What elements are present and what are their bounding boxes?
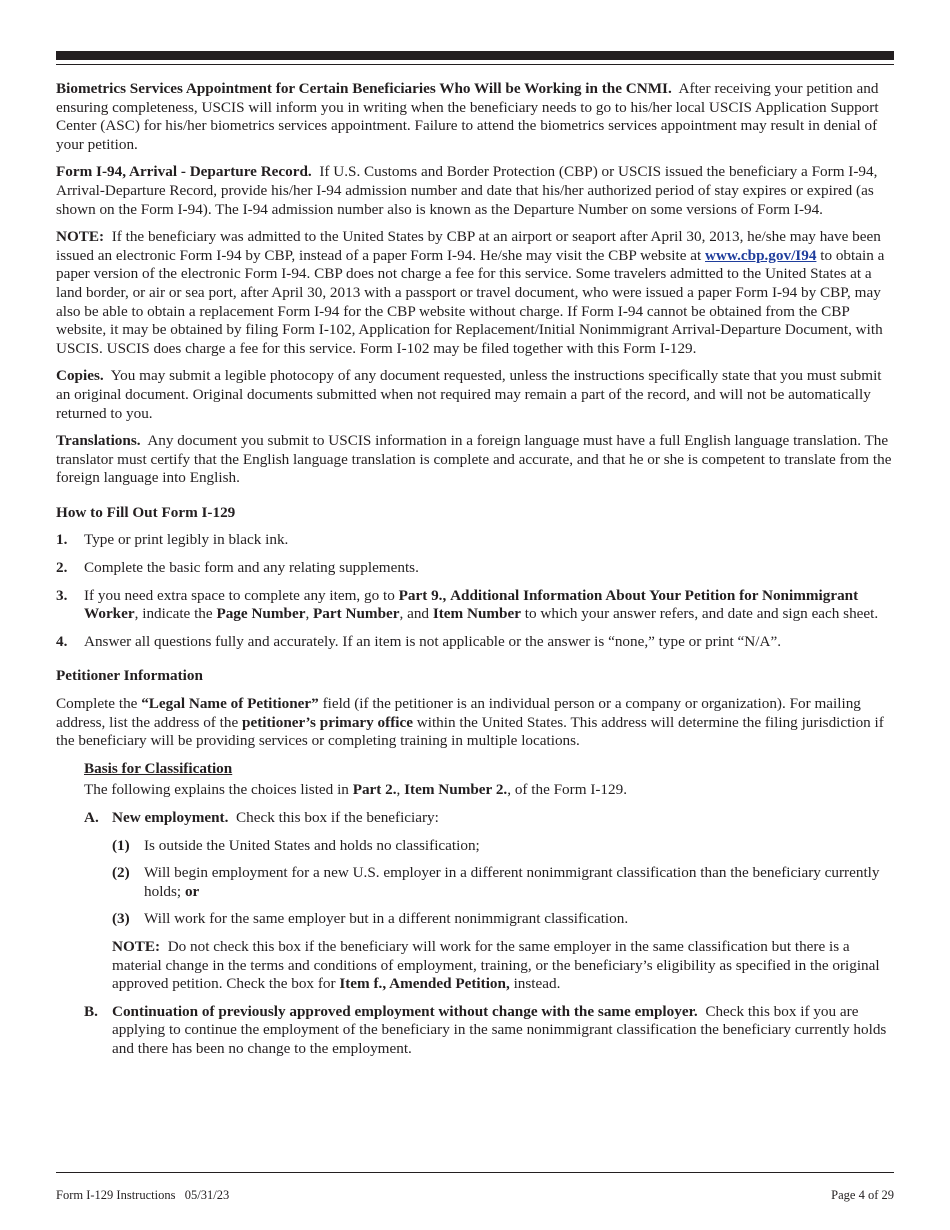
footer-form-id: Form I-129 Instructions 05/31/23 — [56, 1188, 230, 1202]
part-title: Additional Information About Your Petition for Nonimmigrant Worker — [84, 586, 859, 623]
basis-heading: Basis for Classification — [84, 759, 233, 777]
page-number-term: Page Number — [216, 605, 306, 623]
item-text: , indicate the — [134, 605, 213, 623]
primary-office-term: petitioner’s primary office — [242, 713, 413, 731]
sub-text: Will work for the same employer but in a different nonimmigrant classification. — [144, 910, 629, 928]
list-item — [112, 910, 896, 929]
i94-text: If U.S. Customs and Border Protection (CBP) or USCIS issued the beneficiary a Form I-94, Arrival-Departure Record, provide his/her I-94 admission number and date that his/her authorized period of stay expires or expired (as shown on the Form I-94). The I-94 admission number also is known as the Departure Number on some versions of Form I-94. — [56, 163, 878, 218]
basis-intro-text: , of the Form I-129. — [507, 781, 628, 799]
item-text: Type or print legibly in black ink. — [84, 531, 289, 549]
how-to-heading: How to Fill Out Form I-129 — [56, 503, 236, 521]
item-text: , and — [399, 605, 430, 623]
item-number: 1. — [56, 531, 68, 549]
item-text: Complete the basic form and any relating supplements. — [84, 559, 419, 577]
choice-letter: B. — [84, 1002, 98, 1020]
item-number: 2. — [56, 559, 68, 577]
petitioner-paragraph — [56, 695, 896, 751]
item-text: to which your answer refers, and date and sign each sheet. — [524, 605, 879, 623]
note-amended-paragraph — [112, 938, 896, 994]
i94-paragraph — [56, 163, 896, 219]
translations-text: Any document you submit to USCIS information in a foreign language must have a full English language translation. The translator must certify that the English language translation is complete and accurate, and that he or she is competent to translate from the foreign language into English. — [56, 432, 892, 487]
choice-text: Check this box if the beneficiary: — [236, 809, 439, 826]
petitioner-text: within the United States. This address will determine the filing jurisdiction if the beneficiary will be providing services or completing training in multiple locations. — [56, 713, 884, 750]
header-rule-thick — [56, 51, 894, 60]
part-reference: Part 2. — [352, 781, 397, 799]
sub-number: (3) — [112, 910, 130, 928]
note-text-after: to obtain a paper version of the electronic Form I-94. CBP does not charge a fee for this service. Some travelers admitted to the United States at a land border, or air or sea port, after April 30, 2013 with a passport or travel document, who were issued a paper Form I-94 by CBP, may also be able to obtain a replacement Form I-94 for the CBP website without charge. If Form I-94 cannot be obtained from the CBP website, it may be obtained by filing Form I-102, Application for Replacement/Initial Nonimmigrant Arrival-Departure Document, with USCIS. USCIS does charge a fee for this service. Form I-102 may be filed together with this Form I-129. — [56, 246, 885, 357]
footer-rule — [56, 1172, 894, 1173]
copies-paragraph — [56, 367, 896, 423]
basis-intro-text: The following explains the choices listed in — [84, 781, 349, 799]
part-number-term: Part Number — [313, 605, 400, 623]
choice-heading: New employment. — [112, 809, 229, 826]
separator: , — [442, 586, 447, 604]
list-item — [112, 864, 896, 901]
note-label: NOTE: — [56, 228, 105, 246]
biometrics-paragraph — [56, 80, 896, 154]
sub-number: (1) — [112, 836, 130, 854]
petitioner-text: Complete the — [56, 695, 138, 713]
copies-text: You may submit a legible photocopy of any document requested, unless the instructions specifically state that you must submit an original document. Original documents submitted when not required may remain a part of the record, and will not be automatically returned to you. — [56, 367, 882, 422]
footer-page-number: Page 4 of 29 — [831, 1188, 894, 1202]
note-text-before: If the beneficiary was admitted to the United States by CBP at an airport or seaport after April 30, 2013, he/she may have been issued an electronic Form I-94 by CBP, instead of a paper Form I-94. He/she may visit the CBP website at — [56, 228, 881, 264]
translations-heading: Translations. — [56, 432, 141, 450]
separator: , — [305, 605, 310, 623]
item-reference: Item Number 2. — [404, 781, 508, 799]
note-label: NOTE: — [112, 937, 161, 955]
item-text: Answer all questions fully and accurately. If an item is not applicable or the answer is “none,” type or print “N/A”. — [84, 632, 781, 650]
note-tail: instead. — [513, 975, 561, 993]
petitioner-text: field (if the petitioner is an individual person or a company or organization). For mailing address, list the address of the — [56, 695, 861, 731]
choice-a — [84, 809, 896, 828]
item-number: 3. — [56, 586, 68, 604]
choice-heading: Continuation of previously approved employment without change with the same employer. — [112, 1002, 698, 1020]
item-number-term: Item Number — [432, 605, 521, 623]
item-number: 4. — [56, 632, 68, 650]
header-rule-thin — [56, 64, 894, 65]
choice-b — [84, 1003, 896, 1059]
biometrics-heading: Biometrics Services Appointment for Certain Beneficiaries Who Will be Working in the CNMI. — [56, 80, 672, 97]
part-reference: Part 9. — [398, 586, 443, 604]
note-bold: Item f., Amended Petition, — [339, 975, 510, 993]
sub-text: Will begin employment for a new U.S. employer in a different nonimmigrant classification than the beneficiary currently holds; — [144, 864, 880, 900]
basis-intro — [84, 781, 896, 800]
list-item — [56, 633, 896, 652]
basis-section — [84, 760, 896, 1059]
petitioner-heading: Petitioner Information — [56, 667, 203, 685]
page-content — [56, 80, 896, 1068]
note-cbp-paragraph — [56, 228, 896, 358]
cbp-i94-link[interactable]: www.cbp.gov/I94 — [705, 246, 817, 264]
translations-paragraph — [56, 432, 896, 488]
biometrics-text: After receiving your petition and ensuring completeness, USCIS will inform you in writing when the beneficiary needs to go to his/her local USCIS Application Support Center (ASC) for his/her biometrics services appointment. Failure to attend the biometrics services appointment may result in denial of your petition. — [56, 80, 879, 153]
separator: , — [396, 781, 401, 799]
list-item — [56, 587, 896, 624]
item-text: If you need extra space to complete any item, go to — [84, 586, 395, 604]
list-item — [56, 559, 896, 578]
sub-bold-tail: or — [184, 882, 200, 900]
list-item — [112, 837, 896, 856]
i94-heading: Form I-94, Arrival - Departure Record. — [56, 163, 312, 181]
choice-letter: A. — [84, 809, 99, 826]
copies-heading: Copies. — [56, 367, 104, 385]
note-text: Do not check this box if the beneficiary will work for the same employer in the same classification but there is a material change in the terms and conditions of employment, training, or the beneficiary’s eligibility as specified in the original approved petition. Check the box for — [112, 937, 880, 993]
choice-text: Check this box if you are applying to continue the employment of the beneficiary in the same nonimmigrant classification the beneficiary currently holds and there has been no change to the employment. — [112, 1002, 887, 1057]
legal-name-field-term: “Legal Name of Petitioner” — [141, 695, 319, 713]
sub-number: (2) — [112, 864, 130, 882]
sub-text: Is outside the United States and holds no classification; — [144, 836, 480, 854]
list-item — [56, 531, 896, 550]
